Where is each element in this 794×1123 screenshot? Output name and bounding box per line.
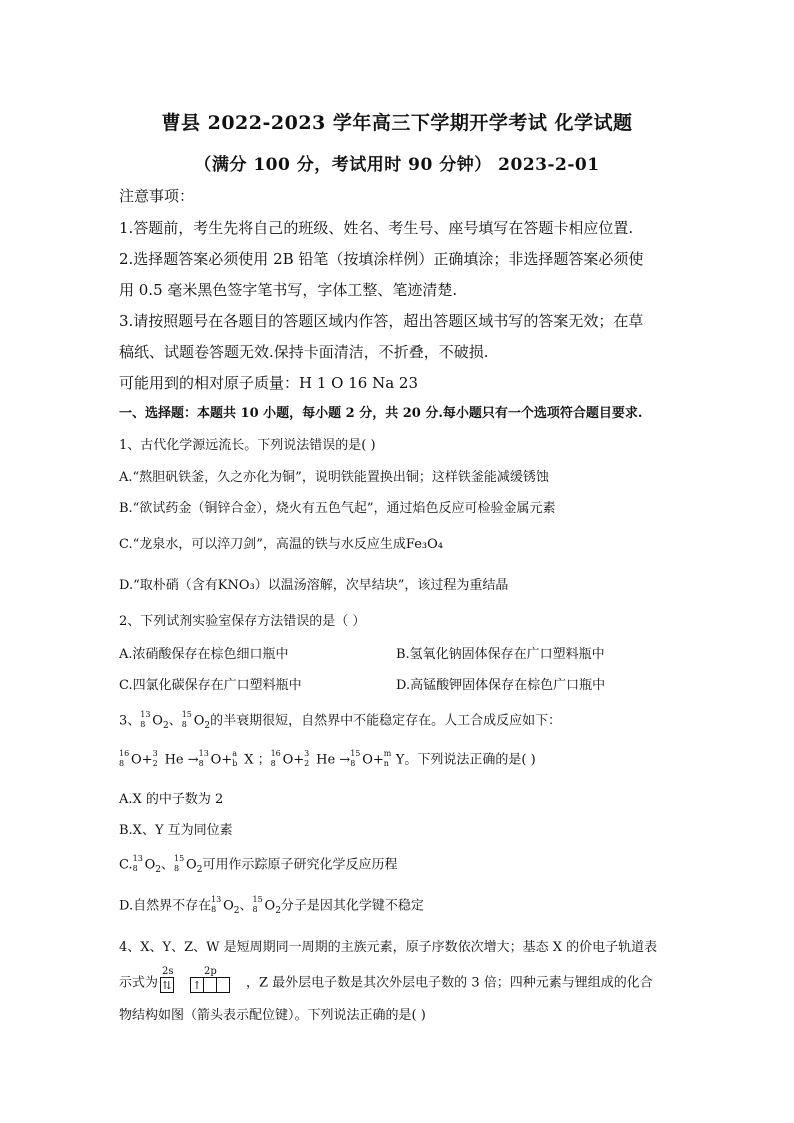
notes-heading: 注意事项： <box>119 187 195 205</box>
orbital-label-2p: 2p <box>204 966 217 977</box>
notes-item-2-line-2: 用 0.5 毫米黑色签字笔书写，字体工整、笔迹清楚. <box>119 281 458 299</box>
q3-option-d: D.自然界不存在 13 8 $O_2$、 15 8 $O_2$分子是因其化学键不稳定 <box>119 895 424 917</box>
q3-number: 3、 <box>119 713 141 729</box>
q3-stem-text: 的半衰期很短，自然界中不能稳定存在。人工合成反应如下： <box>210 713 562 729</box>
section-1-heading: 一、选择题：本题共 10 小题，每小题 2 分，共 20 分.每小题只有一个选项符合题目要求. <box>119 406 643 421</box>
q1-option-c: C.“龙泉水，可以淬刀剑”，高温的铁与水反应生成Fe₃O₄ <box>119 537 443 552</box>
isotope-o15-symbol: 15 8 <box>181 710 192 729</box>
q3-stem: 3、 13 8 $O_2$、 15 8 $O_2$的半衰期很短，自然界中不能稳定存在。人工合成反应如下： <box>119 710 562 732</box>
notes-item-3-line-2: 稿纸、试题卷答题无效.保持卡面清洁，不折叠，不破损. <box>119 343 489 361</box>
q2-option-b: B.氢氧化钠固体保存在广口塑料瓶中 <box>396 647 605 662</box>
orbital-box-2p-2 <box>203 977 217 993</box>
exam-subtitle: （满分 100 分，考试用时 90 分钟） 2023-2-01 <box>194 155 600 175</box>
q3-option-a: A.X 的中子数为 2 <box>119 792 224 807</box>
exam-title: 曹县 2022-2023 学年高三下学期开学考试 化学试题 <box>161 112 633 134</box>
q1-stem: 1、古代化学源远流长。下列说法错误的是( ) <box>119 438 376 453</box>
q3-equations: 16 8 O+ 3 2 He → 13 8 O+ a b X ； 16 8 O+ 3 2 He → 15 8 O+ m n Y。下列说法正确的是( ) <box>119 749 536 768</box>
orbital-box-2p-3 <box>216 977 230 993</box>
q3-equation-tail: 。下列说法正确的是( ) <box>404 752 536 768</box>
q2-option-c: C.四氯化碳保存在广口塑料瓶中 <box>119 678 302 693</box>
q4-line-2: 示式为 2s 2p ⇅ ↑ ，Z 最外层电子数是其次外层电子数的 3 倍；四种元素与锂组成的化合 <box>119 970 679 996</box>
q2-option-a: A.浓硝酸保存在棕色细口瓶中 <box>119 647 289 662</box>
notes-item-3-line-1: 3.请按照题号在各题目的答题区域内作答，超出答题区域书写的答案无效；在草 <box>119 312 644 330</box>
q4-line-3: 物结构如图（箭头表示配位键）。下列说法正确的是( ) <box>119 1008 426 1023</box>
q4-line-1: 4、X、Y、Z、W 是短周期同一周期的主族元素，原子序数依次增大；基态 X 的价电子轨道表 <box>119 940 658 955</box>
q3-option-b: B.X、Y 互为同位素 <box>119 823 233 838</box>
orbital-diagram <box>160 966 244 996</box>
q1-option-d: D.“取朴硝（含有KNO₃）以温汤溶解，次早结块”，该过程为重结晶 <box>119 578 509 593</box>
q2-stem: 2、下列试剂实验室保存方法错误的是（ ） <box>119 614 366 629</box>
q1-option-a: A.“熬胆矾铁釜，久之亦化为铜”，说明铁能置换出铜；这样铁釜能减缓锈蚀 <box>119 470 549 485</box>
orbital-label-2s: 2s <box>162 966 174 977</box>
atomic-mass-note: 可能用到的相对原子质量：H 1 O 16 Na 23 <box>119 374 419 392</box>
notes-item-2-line-1: 2.选择题答案必须使用 2B 铅笔（按填涂样例）正确填涂；非选择题答案必须使 <box>119 250 644 268</box>
q2-option-d: D.高锰酸钾固体保存在棕色广口瓶中 <box>396 678 606 693</box>
orbital-box-2p-1: ↑ <box>190 977 204 993</box>
isotope-o13-symbol: 13 8 <box>140 710 151 729</box>
q1-option-b: B.“欲试药金（铜锌合金），烧火有五色气起”，通过焰色反应可检验金属元素 <box>119 501 556 516</box>
q3-option-c: C. 13 8 $O_2$、 15 8 $O_2$可用作示踪原子研究化学反应历程 <box>119 854 398 876</box>
orbital-box-2s: ⇅ <box>160 977 174 993</box>
notes-item-1: 1.答题前，考生先将自己的班级、姓名、考生号、座号填写在答题卡相应位置. <box>119 219 634 237</box>
